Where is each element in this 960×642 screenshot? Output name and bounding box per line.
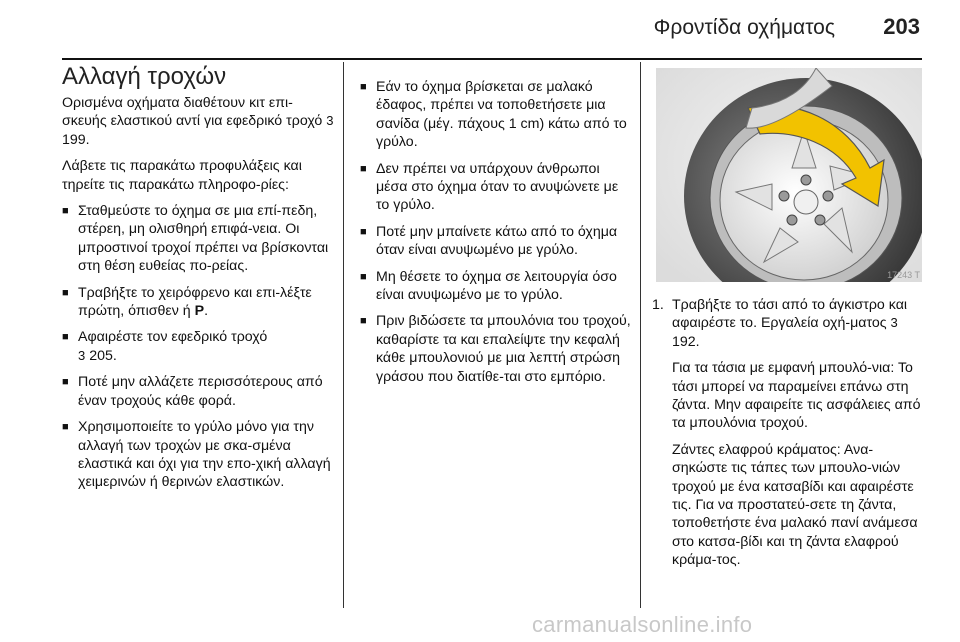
wheel-cover-illustration	[656, 68, 922, 282]
cross-reference-icon: 3	[326, 113, 334, 129]
column-divider-1	[343, 62, 344, 608]
page-header	[0, 0, 960, 62]
safety-list	[360, 78, 632, 386]
list-item: ■ Τραβήξτε το χειρόφρενο και επι-λέξτε πρώτη, όπισθεν ή P.	[62, 284, 334, 321]
step-paragraph: Τραβήξτε το τάσι από το άγκιστρο και αφαιρέστε το. Εργαλεία οχή-ματος 3 192.	[672, 297, 908, 350]
page-number: 203	[883, 14, 920, 39]
list-item: ■ Χρησιμοποιείτε το γρύλο μόνο για την αλλαγή των τροχών με σκα-σμένα ελαστικά και όχι για την επο-χική αλλαγή χειμερινών ή θερινών ελαστικών.	[62, 418, 334, 492]
list-item: ■ Δεν πρέπει να υπάρχουν άνθρωποι μέσα στο όχημα όταν το ανυψώνετε με το γρύλο.	[360, 160, 632, 215]
illustration-code: 17243 T	[887, 270, 920, 280]
precautions-paragraph: Λάβετε τις παρακάτω προφυλάξεις και τηρείτε τις παρακάτω πληροφο-ρίες:	[62, 158, 302, 193]
list-item: ■ Πριν βιδώσετε τα μπουλόνια του τροχού, καθαρίστε τα και επαλείψτε την κεφαλή κάθε μπουλονιού με μια λεπτή στρώση γράσου που διατίθε-ται στο εμπόριο.	[360, 312, 632, 386]
running-title: Φροντίδα οχήματος	[653, 16, 835, 39]
page-reference[interactable]: 192.	[672, 333, 700, 350]
left-column	[62, 62, 334, 500]
list-item: ■ Αφαιρέστε τον εφεδρικό τροχό 3 205.	[62, 328, 334, 365]
watermark: carmanualsonline.info	[532, 612, 753, 637]
list-item: ■ Εάν το όχημα βρίσκεται σε μαλακό έδαφος, πρέπει να τοποθετήσετε μια σανίδα (μέγ. πάχους 1 cm) κάτω από το γρύλο.	[360, 78, 632, 152]
right-column	[652, 296, 927, 578]
list-item: ■ Ποτέ μην μπαίνετε κάτω από το όχημα όταν είναι ανυψωμένο με γρύλο.	[360, 223, 632, 260]
precautions-list	[62, 202, 334, 492]
step-number: 1.	[652, 297, 664, 313]
cross-reference-icon: 3	[78, 347, 86, 363]
wheel-illustration-svg	[656, 68, 922, 282]
list-item: ■ Σταθμεύστε το όχημα σε μια επί-πεδη, στέρεη, μη ολισθηρή επιφά-νεια. Οι μπροστινοί τροχοί πρέπει να βρίσκονται στη θέση ευθείας πο-ρείας.	[62, 202, 334, 276]
page-reference[interactable]: 205.	[89, 347, 117, 364]
step-item	[652, 296, 927, 570]
steps-list	[652, 296, 927, 570]
section-heading: Αλλαγή τροχών	[62, 63, 227, 90]
gear-position: P	[194, 303, 205, 320]
intro-paragraph: Ορισμένα οχήματα διαθέτουν κιτ επι-σκευής ελαστικού αντί για εφεδρικό τροχό 3 199.	[62, 95, 334, 148]
middle-column	[360, 78, 632, 394]
step-paragraph: Για τα τάσια με εμφανή μπουλό-νια: Το τάσι μπορεί να παραμείνει επάνω στη ζάντα. Μην αφαιρείτε τις ασφάλειες από τα μπουλόνια τροχού.	[672, 360, 921, 432]
header-rule	[62, 58, 922, 60]
column-divider-2	[640, 62, 641, 608]
page-reference[interactable]: 199.	[62, 131, 90, 148]
list-item: ■ Μη θέσετε το όχημα σε λειτουργία όσο είναι ανυψωμένο με το γρύλο.	[360, 268, 632, 305]
list-item: ■ Ποτέ μην αλλάζετε περισσότερους από έναν τροχούς κάθε φορά.	[62, 373, 334, 410]
center-cap	[794, 190, 818, 214]
step-paragraph: Ζάντες ελαφρού κράματος: Ανα-σηκώστε τις τάπες των μπουλο-νιών τροχού με ένα κατσαβίδι και αφαιρέστε τις. Για να προστατεύ-σετε τη ζάντα, τοποθετήστε ένα μαλακό πανί ανάμεσα στο κατσα-βίδι και τη ζάντα ελαφρού κράμα-τος.	[672, 441, 918, 569]
cross-reference-icon: 3	[890, 315, 898, 331]
